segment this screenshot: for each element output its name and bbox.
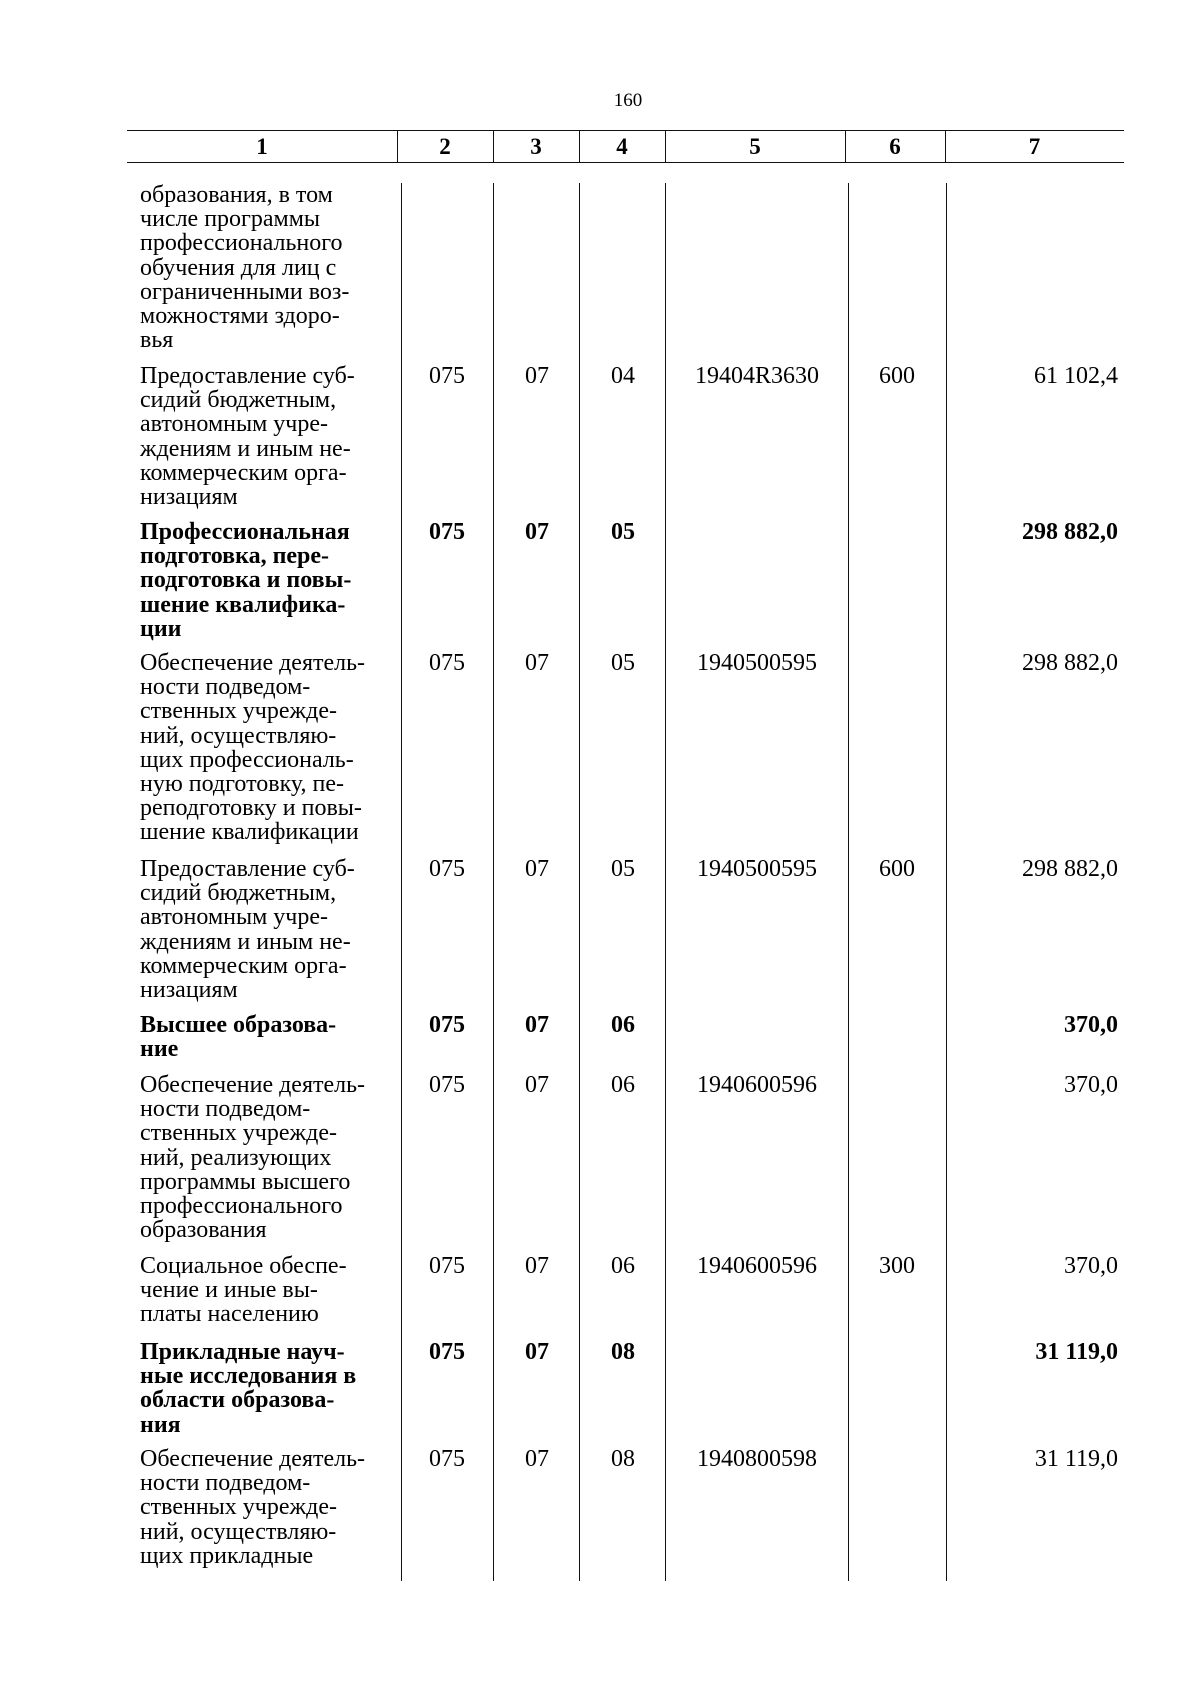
header-col-2: 2 <box>439 134 451 159</box>
amount: 298 882,0 <box>1022 650 1118 676</box>
row-name-line: шение квалификации <box>140 819 359 846</box>
ministry-code: 075 <box>429 1072 465 1098</box>
row-name-line: ности подведом- <box>140 1470 311 1497</box>
row-name-line: образования <box>140 1217 267 1244</box>
header-separator <box>945 130 946 162</box>
row-name <box>140 1254 402 1327</box>
section-code: 07 <box>525 519 549 545</box>
row-name-line: ния <box>140 1411 181 1438</box>
row-name-line: Профессиональная <box>140 519 350 545</box>
amount: 298 882,0 <box>1022 519 1118 545</box>
row-name <box>140 1447 402 1568</box>
section-code: 07 <box>525 363 549 389</box>
amount: 370,0 <box>1064 1012 1118 1038</box>
column-separator <box>848 183 849 1581</box>
row-name-line: сидий бюджетным, <box>140 880 337 907</box>
row-name-line: ждениям и иным не- <box>140 435 351 462</box>
header-bottom-rule <box>127 162 1124 163</box>
ministry-code: 075 <box>429 363 465 389</box>
column-separator <box>579 183 580 1581</box>
row-name-line: низациям <box>140 484 238 511</box>
section-code: 07 <box>525 650 549 676</box>
row-name-line: подготовка и повы- <box>140 567 352 594</box>
row-name-line: обучения для лиц с <box>140 254 337 281</box>
header-col-1: 1 <box>256 134 268 159</box>
row-name-line: образования, в том <box>140 182 333 208</box>
row-name-line: ние <box>140 1036 179 1063</box>
subsection-code: 08 <box>611 1446 635 1472</box>
row-name-line: ности подведом- <box>140 674 311 701</box>
row-name-line: чение и иные вы- <box>140 1277 318 1304</box>
row-name-line: можностями здоро- <box>140 303 340 330</box>
row-name-line: числе программы <box>140 206 321 233</box>
section-code: 07 <box>525 1446 549 1472</box>
expense-type-code: 600 <box>879 363 915 389</box>
row-name-line: автономным учре- <box>140 904 329 931</box>
row-name-line: профессионального <box>140 1193 343 1220</box>
row-name-line: вья <box>140 327 174 354</box>
amount: 370,0 <box>1064 1253 1118 1279</box>
row-name-line: Прикладные науч- <box>140 1339 345 1365</box>
row-name <box>140 651 402 845</box>
subsection-code: 06 <box>611 1072 635 1098</box>
row-name-line: Обеспечение деятель- <box>140 650 366 676</box>
expense-type-code: 300 <box>879 1253 915 1279</box>
row-name-line: Социальное обеспе- <box>140 1253 347 1279</box>
amount: 31 119,0 <box>1034 1446 1118 1472</box>
row-name <box>140 1013 402 1061</box>
column-separator <box>665 183 666 1581</box>
row-name-line: программы высшего <box>140 1168 351 1195</box>
row-name-line: ные исследования в <box>140 1363 357 1390</box>
ministry-code: 075 <box>429 519 465 545</box>
subsection-code: 08 <box>611 1339 635 1365</box>
header-separator <box>579 130 580 162</box>
column-separator <box>946 183 947 1581</box>
row-name-line: ждениям и иным не- <box>140 928 351 955</box>
header-col-4: 4 <box>616 134 628 159</box>
row-name <box>140 857 402 1002</box>
row-name <box>140 364 402 509</box>
row-name-line: платы населению <box>140 1301 319 1328</box>
row-name-line: Обеспечение деятель- <box>140 1072 366 1098</box>
header-separator <box>397 130 398 162</box>
target-item-code: 1940800598 <box>697 1446 817 1472</box>
subsection-code: 04 <box>611 363 635 389</box>
ministry-code: 075 <box>429 1339 465 1365</box>
row-name <box>140 520 402 641</box>
row-name-line: ственных учрежде- <box>140 1494 337 1521</box>
expense-type-code: 600 <box>879 856 915 882</box>
row-name-line: щих прикладные <box>140 1542 314 1569</box>
subsection-code: 06 <box>611 1012 635 1038</box>
section-code: 07 <box>525 1012 549 1038</box>
row-name-line: ственных учрежде- <box>140 698 337 725</box>
row-name-line: ности подведом- <box>140 1096 311 1123</box>
ministry-code: 075 <box>429 1012 465 1038</box>
row-name-line: ний, осуществляю- <box>140 722 337 749</box>
amount: 31 119,0 <box>1035 1339 1118 1365</box>
row-name-line: области образова- <box>140 1387 335 1414</box>
header-col-5: 5 <box>749 134 761 159</box>
row-name-line: подготовка, пере- <box>140 543 330 570</box>
row-name-line: Предоставление суб- <box>140 856 355 882</box>
section-code: 07 <box>525 1253 549 1279</box>
subsection-code: 05 <box>611 856 635 882</box>
row-name-line: Высшее образова- <box>140 1012 337 1038</box>
row-name-line: шение квалифика- <box>140 591 346 618</box>
ministry-code: 075 <box>429 650 465 676</box>
row-name-line: сидий бюджетным, <box>140 387 337 414</box>
subsection-code: 05 <box>611 650 635 676</box>
row-name <box>140 1340 402 1437</box>
header-separator <box>665 130 666 162</box>
row-name-line: ний, реализующих <box>140 1144 332 1171</box>
amount: 61 102,4 <box>1034 363 1118 389</box>
target-item-code: 1940500595 <box>697 650 817 676</box>
row-name-line: низациям <box>140 977 238 1004</box>
row-name-line: ции <box>140 615 182 642</box>
row-name-line: коммерческим орга- <box>140 952 347 979</box>
ministry-code: 075 <box>429 1446 465 1472</box>
row-name-line: реподготовку и повы- <box>140 795 362 822</box>
row-name-line: ственных учрежде- <box>140 1120 337 1147</box>
row-name-line: щих профессиональ- <box>140 746 354 773</box>
row-name <box>140 183 402 352</box>
header-top-rule <box>127 130 1124 131</box>
header-col-7: 7 <box>1028 134 1041 159</box>
section-code: 07 <box>525 1339 549 1365</box>
column-separator <box>493 183 494 1581</box>
ministry-code: 075 <box>429 1253 465 1279</box>
target-item-code: 1940500595 <box>697 856 817 882</box>
header-separator <box>493 130 494 162</box>
row-name-line: ний, осуществляю- <box>140 1518 337 1545</box>
subsection-code: 05 <box>611 519 635 545</box>
row-name <box>140 1073 402 1242</box>
amount: 298 882,0 <box>1022 856 1118 882</box>
header-col-3: 3 <box>530 134 542 159</box>
subsection-code: 06 <box>611 1253 635 1279</box>
row-name-line: ограниченными воз- <box>140 278 350 305</box>
target-item-code: 1940600596 <box>697 1072 817 1098</box>
ministry-code: 075 <box>429 856 465 882</box>
target-item-code: 19404R3630 <box>694 363 819 389</box>
row-name-line: профессионального <box>140 230 343 257</box>
header-separator <box>845 130 846 162</box>
row-name-line: Предоставление суб- <box>140 363 355 389</box>
row-name-line: автономным учре- <box>140 411 329 438</box>
section-code: 07 <box>525 856 549 882</box>
row-name-line: ную подготовку, пе- <box>140 771 344 798</box>
page-number: 160 <box>613 90 643 111</box>
header-col-6: 6 <box>889 134 901 159</box>
section-code: 07 <box>525 1072 549 1098</box>
row-name-line: Обеспечение деятель- <box>140 1446 366 1472</box>
target-item-code: 1940600596 <box>697 1253 817 1279</box>
amount: 370,0 <box>1064 1072 1118 1098</box>
row-name-line: коммерческим орга- <box>140 459 347 486</box>
